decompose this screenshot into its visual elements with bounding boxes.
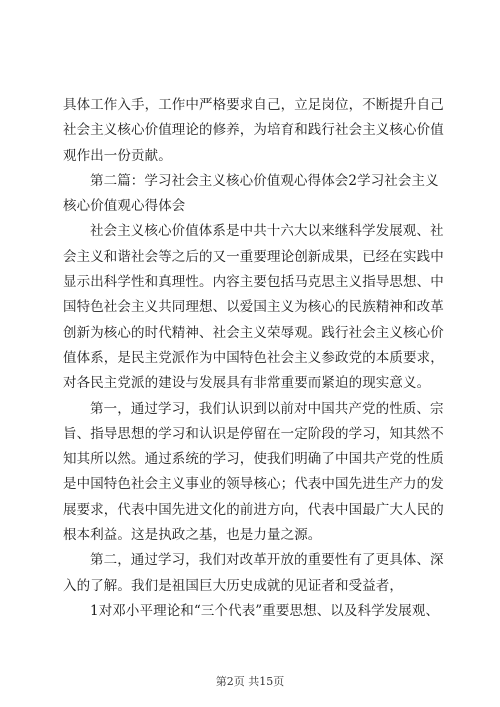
text-line: 展要求，代表中国先进文化的前进方向，代表中国最广大人民的: [63, 501, 444, 518]
text-line: 值体系，是民主党派作为中国特色社会主义参政党的本质要求，: [63, 349, 444, 366]
document-body: [63, 93, 449, 624]
text-line: 社会主义核心价值理论的修养，为培育和践行社会主义核心价值: [63, 122, 444, 139]
text-line: 知其所以然。通过系统的学习，使我们明确了中国共产党的性质: [63, 451, 444, 468]
section-heading-line: 第二篇：学习社会主义核心价值观心得体会2学习社会主义: [90, 172, 439, 189]
text-line: 国特色社会主义共同理想、以爱国主义为核心的民族精神和改革: [63, 299, 444, 316]
text-line: 第一，通过学习，我们认识到以前对中国共产党的性质、宗: [90, 400, 444, 417]
text-line: 入的了解。我们是祖国巨大历史成就的见证者和受益者，: [63, 577, 403, 594]
text-line: 旨、指导思想的学习和认识是停留在一定阶段的学习，知其然不: [63, 425, 444, 442]
text-line: 创新为核心的时代精神、社会主义荣辱观。践行社会主义核心价: [63, 324, 444, 341]
text-line: 会主义和谐社会等之后的又一重要理论创新成果，已经在实践中: [63, 248, 444, 265]
section-heading-line: 核心价值观心得体会: [63, 198, 186, 215]
text-line: 观作出一份贡献。: [63, 147, 172, 164]
text-line: 是中国特色社会主义事业的领导核心；代表中国先进生产力的发: [63, 476, 444, 493]
text-line: 对各民主党派的建设与发展具有非常重要而紧迫的现实意义。: [63, 375, 431, 392]
text-line: 显示出科学性和真理性。内容主要包括马克思主义指导思想、中: [63, 274, 444, 291]
page-number-footer: 第2页 共15页: [215, 675, 285, 688]
text-line: 具体工作入手，工作中严格要求自己，立足岗位，不断提升自己: [63, 97, 444, 113]
text-line: 社会主义核心价值体系是中共十六大以来继科学发展观、社: [90, 223, 444, 240]
text-line: 1对邓小平理论和“三个代表”重要思想、以及科学发展观、: [90, 602, 440, 619]
text-line: 第二，通过学习，我们对改革开放的重要性有了更具体、深: [90, 552, 444, 569]
text-line: 根本利益。这是执政之基，也是力量之源。: [63, 527, 322, 544]
